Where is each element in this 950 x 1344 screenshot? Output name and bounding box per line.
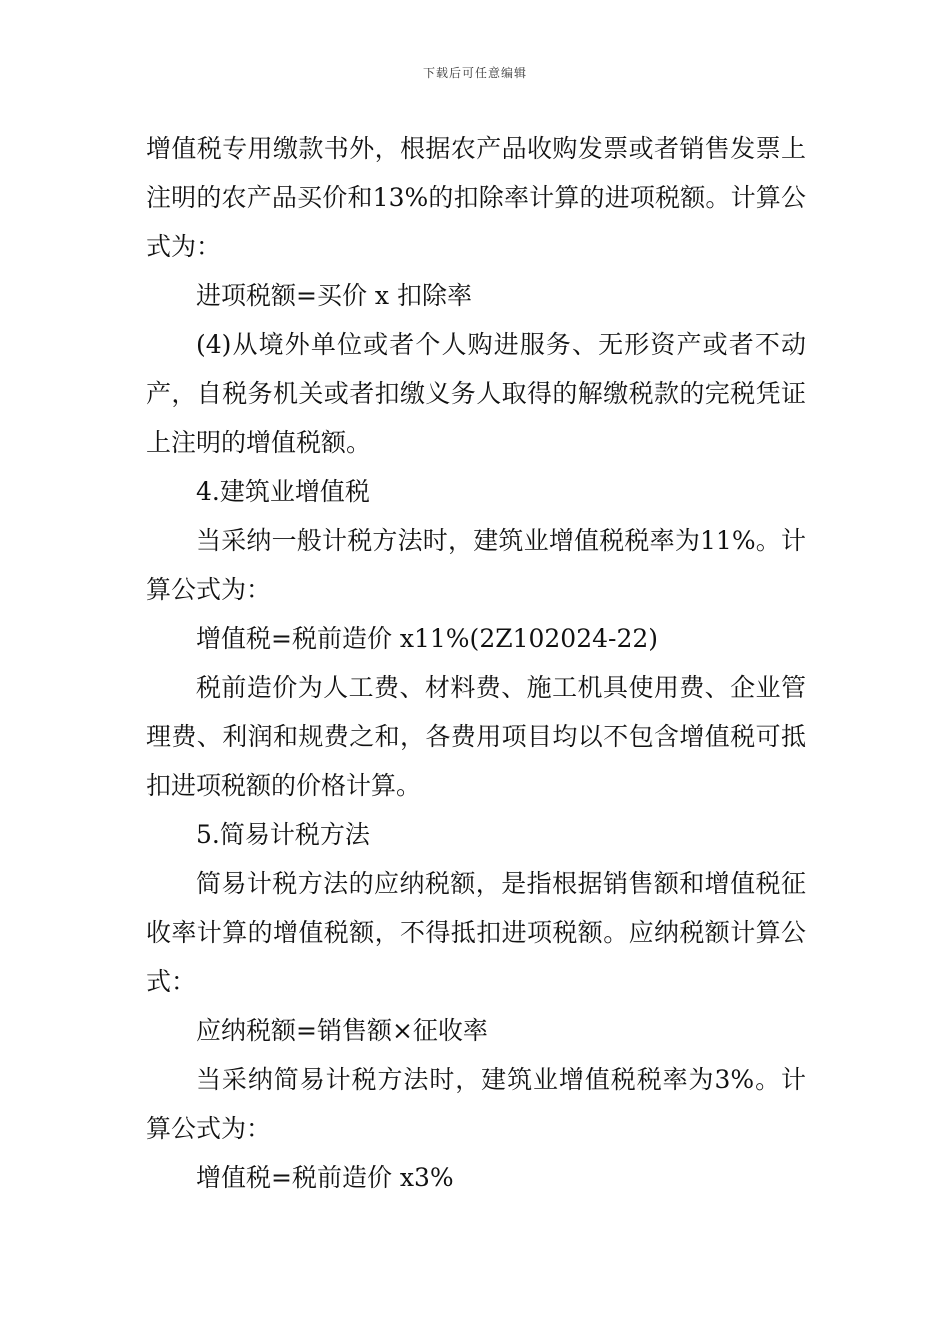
paragraph-11: 当采纳简易计税方法时，建筑业增值税税率为3%。计算公式为： (146, 1065, 806, 1143)
paragraph-5: 当采纳一般计税方法时，建筑业增值税税率为11%。计算公式为： (146, 526, 806, 604)
paragraph-1: 增值税专用缴款书外，根据农产品收购发票或者销售发票上注明的农产品买价和13%的扣除率计算的进项税额。计算公式为： (146, 134, 806, 261)
paragraph-12: 增值税=税前造价 x3% (196, 1163, 454, 1192)
page-header: 下载后可任意编辑 (422, 66, 527, 80)
paragraph-6: 增值税=税前造价 x11%(2Z102024-22) (196, 624, 659, 653)
document-body (146, 124, 806, 1202)
paragraph-2: 进项税额=买价 x 扣除率 (196, 281, 472, 310)
paragraph-8: 5.简易计税方法 (196, 820, 370, 849)
paragraph-4: 4.建筑业增值税 (196, 477, 370, 506)
paragraph-3: (4)从境外单位或者个人购进服务、无形资产或者不动产，自税务机关或者扣缴义务人取得的解缴税款的完税凭证上注明的增值税额。 (146, 330, 806, 457)
paragraph-10: 应纳税额=销售额×征收率 (196, 1016, 488, 1045)
paragraph-7: 税前造价为人工费、材料费、施工机具使用费、企业管理费、利润和规费之和，各费用项目均以不包含增值税可抵扣进项税额的价格计算。 (146, 673, 806, 800)
paragraph-9: 简易计税方法的应纳税额，是指根据销售额和增值税征收率计算的增值税额，不得抵扣进项税额。应纳税额计算公式： (146, 869, 806, 996)
